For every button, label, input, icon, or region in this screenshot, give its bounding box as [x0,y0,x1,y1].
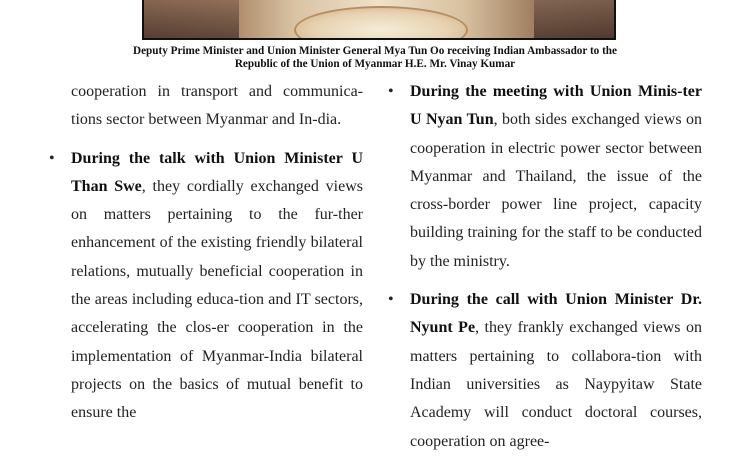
bullet-lead: During the meeting with Union Minis-ter U Nyan Tun [410,83,702,129]
meeting-photo [142,0,616,40]
bullet-icon: • [49,149,55,167]
bullet-lead: During the talk with Union Minister U Than Swe [71,149,363,195]
left-bullet-than-swe [49,145,363,428]
caption-line-2: Republic of the Union of Myanmar H.E. Mr. Vinay Kumar [234,58,516,70]
bullet-icon: • [388,83,394,100]
photo-caption [60,45,690,71]
photo-figure-right [534,0,614,40]
left-column [49,78,363,428]
photo-carpet [294,6,468,40]
bullet-lead: During the call with Union Minister Dr. Nyunt Pe [410,291,702,337]
right-bullet-nyunt-pe [388,286,702,456]
bullet-body: , both sides exchanged views on cooperation in electric power sector between Myanmar and Thailand, the issue of the cross-border power line project, capacity building training for the staff to be conducted by the ministry. [410,111,702,270]
left-continuation-paragraph: cooperation in transport and communica-tions sector between Myanmar and In-dia. [71,83,363,129]
right-bullet-nyan-tun [388,78,702,276]
right-column [388,78,702,456]
bullet-body: , they frankly exchanged views on matters pertaining to collabora-tion with Indian universities as Naypyitaw State Academy will conduct doctoral courses, cooperation on agree- [410,319,702,450]
photo-figure-left [144,0,239,40]
caption-line-1: Deputy Prime Minister and Union Minister General Mya Tun Oo receiving Indian Ambassador to the [133,45,617,57]
bullet-icon: • [388,291,394,309]
bullet-body: , they cordially exchanged views on matters pertaining to the fur-ther enhancement of the existing friendly bilateral relations, mutually beneficial cooperation in the areas including educa-tion and IT sectors, accelerating the clos-er cooperation in the implementation of Myanmar-India bilateral projects on the basics of mutual benefit to ensure the [71,177,363,422]
